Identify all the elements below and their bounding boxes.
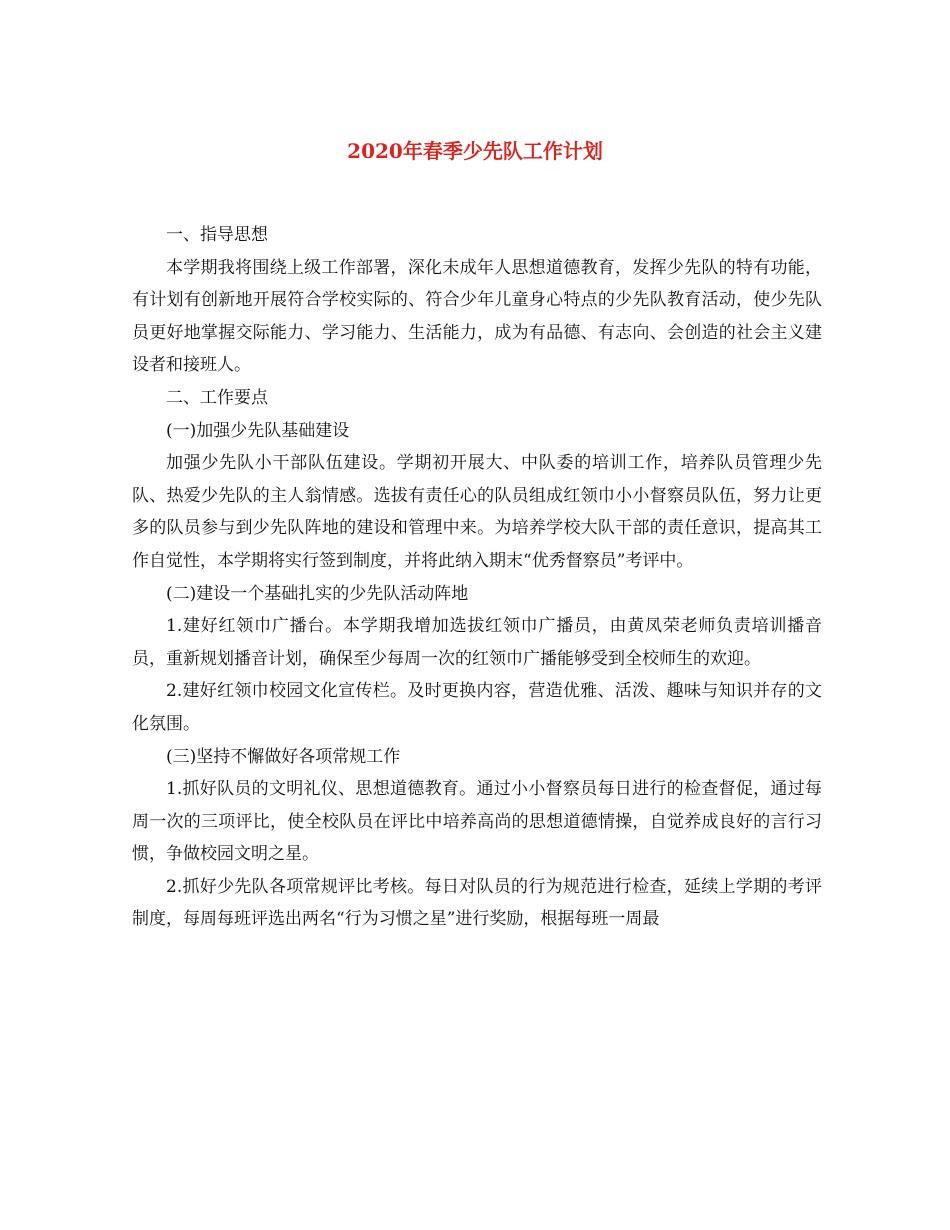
paragraph-culture-board: 2.建好红领巾校园文化宣传栏。及时更换内容，营造优雅、活泼、趣味与知识并存的文化氛围。 (132, 681, 822, 734)
section-heading-guiding-ideology: 一、指导思想 (166, 225, 268, 245)
paragraph-routine-assessment: 2.抓好少先队各项常规评比考核。每日对队员的行为规范进行检查，延续上学期的考评制度，每周每班评选出两名“行为习惯之星”进行奖励，根据每班一周最 (132, 876, 822, 930)
paragraph-broadcast-station: 1.建好红领巾广播台。本学期我增加选拔红领巾广播员，由黄凤荣老师负责培训播音员，重新规划播音计划，确保至少每周一次的红领巾广播能够受到全校师生的欢迎。 (132, 616, 822, 669)
subheading-foundation-building: (一)加强少先队基础建设 (166, 420, 350, 441)
subheading-routine-work: (三)坚持不懈做好各项常规工作 (166, 746, 401, 767)
paragraph-foundation-building: 加强少先队小干部队伍建设。学期初开展大、中队委的培训工作，培养队员管理少先队、热爱少先队的主人翁情感。选拔有责任心的队员组成红领巾小小督察员队伍，努力让更多的队员参与到少先队阵地的建设和管理中来。为培养学校大队干部的责任意识，提高其工作自觉性，本学期将实行签到制度，并将此纳入期末“优秀督察员”考评中。 (132, 453, 822, 571)
paragraph-etiquette-education: 1.抓好队员的文明礼仪、思想道德教育。通过小小督察员每日进行的检查督促，通过每周一次的三项评比，使全校队员在评比中培养高尚的思想道德情操，自觉养成良好的言行习惯，争做校园文明之星。 (132, 779, 822, 865)
document-body (132, 219, 822, 936)
document-title: 2020年春季少先队工作计划 (347, 139, 603, 163)
subheading-activity-base: (二)建设一个基础扎实的少先队活动阵地 (166, 583, 469, 604)
paragraph-guiding-ideology: 本学期我将围绕上级工作部署，深化未成年人思想道德教育，发挥少先队的特有功能，有计划有创新地开展符合学校实际的、符合少年儿童身心特点的少先队教育活动，使少先队员更好地掌握交际能力、学习能力、生活能力，成为有品德、有志向、会创造的社会主义建设者和接班人。 (132, 257, 822, 376)
section-heading-work-points: 二、工作要点 (166, 387, 268, 408)
